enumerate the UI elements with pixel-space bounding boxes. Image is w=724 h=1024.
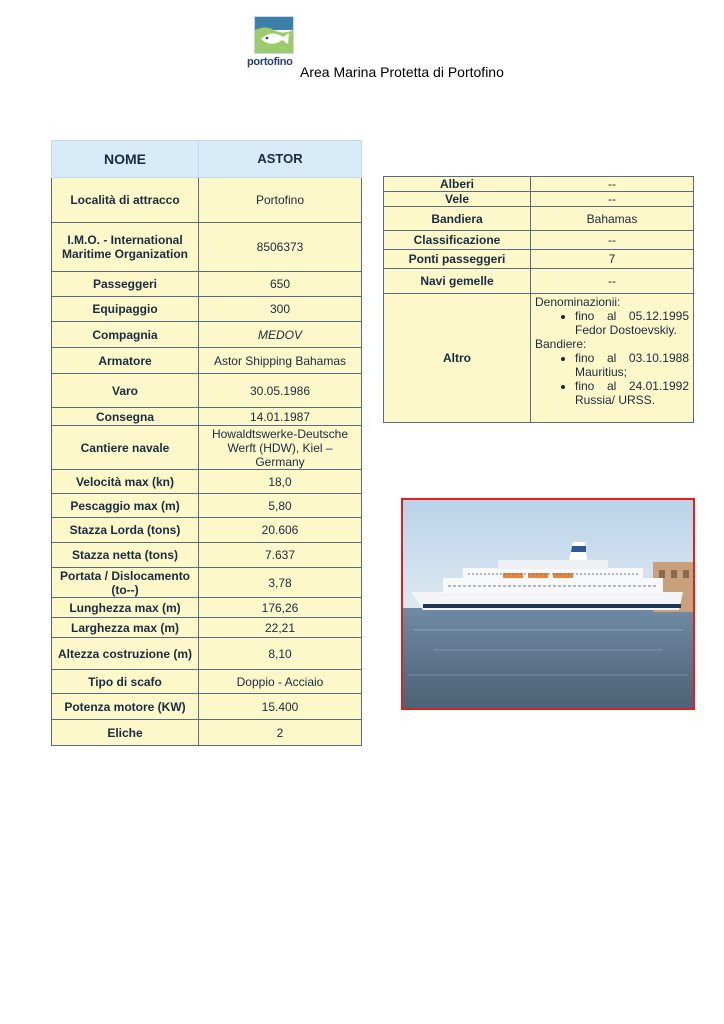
table-row bbox=[52, 494, 362, 518]
table-row bbox=[384, 192, 694, 207]
table-row bbox=[52, 178, 362, 223]
row-key: Altezza costruzione (m) bbox=[52, 638, 199, 670]
row-value: 14.01.1987 bbox=[199, 408, 362, 426]
table-row bbox=[52, 223, 362, 272]
table-row bbox=[52, 694, 362, 720]
row-key: Velocità max (kn) bbox=[52, 470, 199, 494]
row-value: 2 bbox=[199, 720, 362, 746]
row-value: 8,10 bbox=[199, 638, 362, 670]
row-key: Stazza Lorda (tons) bbox=[52, 518, 199, 543]
row-value: 7.637 bbox=[199, 543, 362, 568]
table-row bbox=[384, 177, 694, 192]
altro-value bbox=[531, 294, 694, 423]
row-value: 22,21 bbox=[199, 618, 362, 638]
row-value: 30.05.1986 bbox=[199, 374, 362, 408]
list-item: • fino al 03.10.1988 Mauritius; bbox=[575, 351, 689, 379]
row-value: 8506373 bbox=[199, 223, 362, 272]
row-key: Bandiera bbox=[384, 207, 531, 231]
row-value: 5,80 bbox=[199, 494, 362, 518]
table-row bbox=[52, 598, 362, 618]
row-value: 3,78 bbox=[199, 568, 362, 598]
ship-side-table bbox=[383, 176, 694, 423]
row-value: MEDOV bbox=[199, 322, 362, 348]
fish-logo-icon bbox=[254, 16, 294, 54]
row-key: Armatore bbox=[52, 348, 199, 374]
row-key: Passeggeri bbox=[52, 272, 199, 297]
row-value: Astor Shipping Bahamas bbox=[199, 348, 362, 374]
row-key: Classificazione bbox=[384, 231, 531, 250]
table-row bbox=[52, 297, 362, 322]
row-key: Consegna bbox=[52, 408, 199, 426]
row-value: Howaldtswerke-Deutsche Werft (HDW), Kiel – Germany bbox=[199, 426, 362, 470]
row-key: Navi gemelle bbox=[384, 269, 531, 294]
table-row bbox=[52, 272, 362, 297]
bandiere-label: Bandiere: bbox=[535, 337, 587, 351]
table-row-altro bbox=[384, 294, 694, 423]
table-row bbox=[52, 638, 362, 670]
row-value: -- bbox=[531, 231, 694, 250]
bandiere-list bbox=[535, 351, 689, 407]
row-value: 650 bbox=[199, 272, 362, 297]
row-value: Bahamas bbox=[531, 207, 694, 231]
row-key: Larghezza max (m) bbox=[52, 618, 199, 638]
table-row bbox=[52, 348, 362, 374]
table-row bbox=[52, 518, 362, 543]
row-value: 7 bbox=[531, 250, 694, 269]
row-value: -- bbox=[531, 192, 694, 207]
row-key: Pescaggio max (m) bbox=[52, 494, 199, 518]
header-value: ASTOR bbox=[199, 141, 362, 178]
row-key: Tipo di scafo bbox=[52, 670, 199, 694]
row-value: 176,26 bbox=[199, 598, 362, 618]
list-item: • fino al 05.12.1995 Fedor Dostoevskiy. bbox=[575, 309, 689, 337]
row-key: Equipaggio bbox=[52, 297, 199, 322]
row-value: Portofino bbox=[199, 178, 362, 223]
table-row bbox=[52, 670, 362, 694]
ship-photo bbox=[401, 498, 695, 710]
row-key: Cantiere navale bbox=[52, 426, 199, 470]
row-key: Varo bbox=[52, 374, 199, 408]
row-key: Compagnia bbox=[52, 322, 199, 348]
denominazioni-label: Denominazionii: bbox=[535, 295, 621, 309]
row-key: Stazza netta (tons) bbox=[52, 543, 199, 568]
row-key: Lunghezza max (m) bbox=[52, 598, 199, 618]
altro-key: Altro bbox=[384, 294, 531, 423]
row-key: Località di attracco bbox=[52, 178, 199, 223]
table-row bbox=[52, 408, 362, 426]
row-key: Alberi bbox=[384, 177, 531, 192]
table-row bbox=[384, 207, 694, 231]
portofino-logo bbox=[247, 16, 299, 68]
page-title: Area Marina Protetta di Portofino bbox=[300, 64, 504, 80]
table-row bbox=[52, 470, 362, 494]
row-value: -- bbox=[531, 177, 694, 192]
row-value: 18,0 bbox=[199, 470, 362, 494]
row-value: Doppio - Acciaio bbox=[199, 670, 362, 694]
table-row bbox=[384, 250, 694, 269]
row-value: -- bbox=[531, 269, 694, 294]
table-row bbox=[384, 231, 694, 250]
denominazioni-list bbox=[535, 309, 689, 337]
row-value: 15.400 bbox=[199, 694, 362, 720]
row-key: Potenza motore (KW) bbox=[52, 694, 199, 720]
table-header-row bbox=[52, 141, 362, 178]
header-key: NOME bbox=[52, 141, 199, 178]
table-row bbox=[52, 374, 362, 408]
table-row bbox=[52, 720, 362, 746]
row-key: Eliche bbox=[52, 720, 199, 746]
table-row bbox=[52, 426, 362, 470]
row-key: Ponti passeggeri bbox=[384, 250, 531, 269]
table-row bbox=[384, 269, 694, 294]
row-key: I.M.O. - International Maritime Organization bbox=[52, 223, 199, 272]
row-key: Portata / Dislocamento (to--) bbox=[52, 568, 199, 598]
table-row bbox=[52, 568, 362, 598]
row-key: Vele bbox=[384, 192, 531, 207]
ship-main-table bbox=[51, 140, 362, 746]
table-row bbox=[52, 543, 362, 568]
logo-text: portofino bbox=[247, 56, 293, 68]
table-row bbox=[52, 618, 362, 638]
list-item: • fino al 24.01.1992 Russia/ URSS. bbox=[575, 379, 689, 407]
ship-image-icon bbox=[403, 500, 693, 708]
table-row bbox=[52, 322, 362, 348]
row-value: 300 bbox=[199, 297, 362, 322]
row-value: 20.606 bbox=[199, 518, 362, 543]
